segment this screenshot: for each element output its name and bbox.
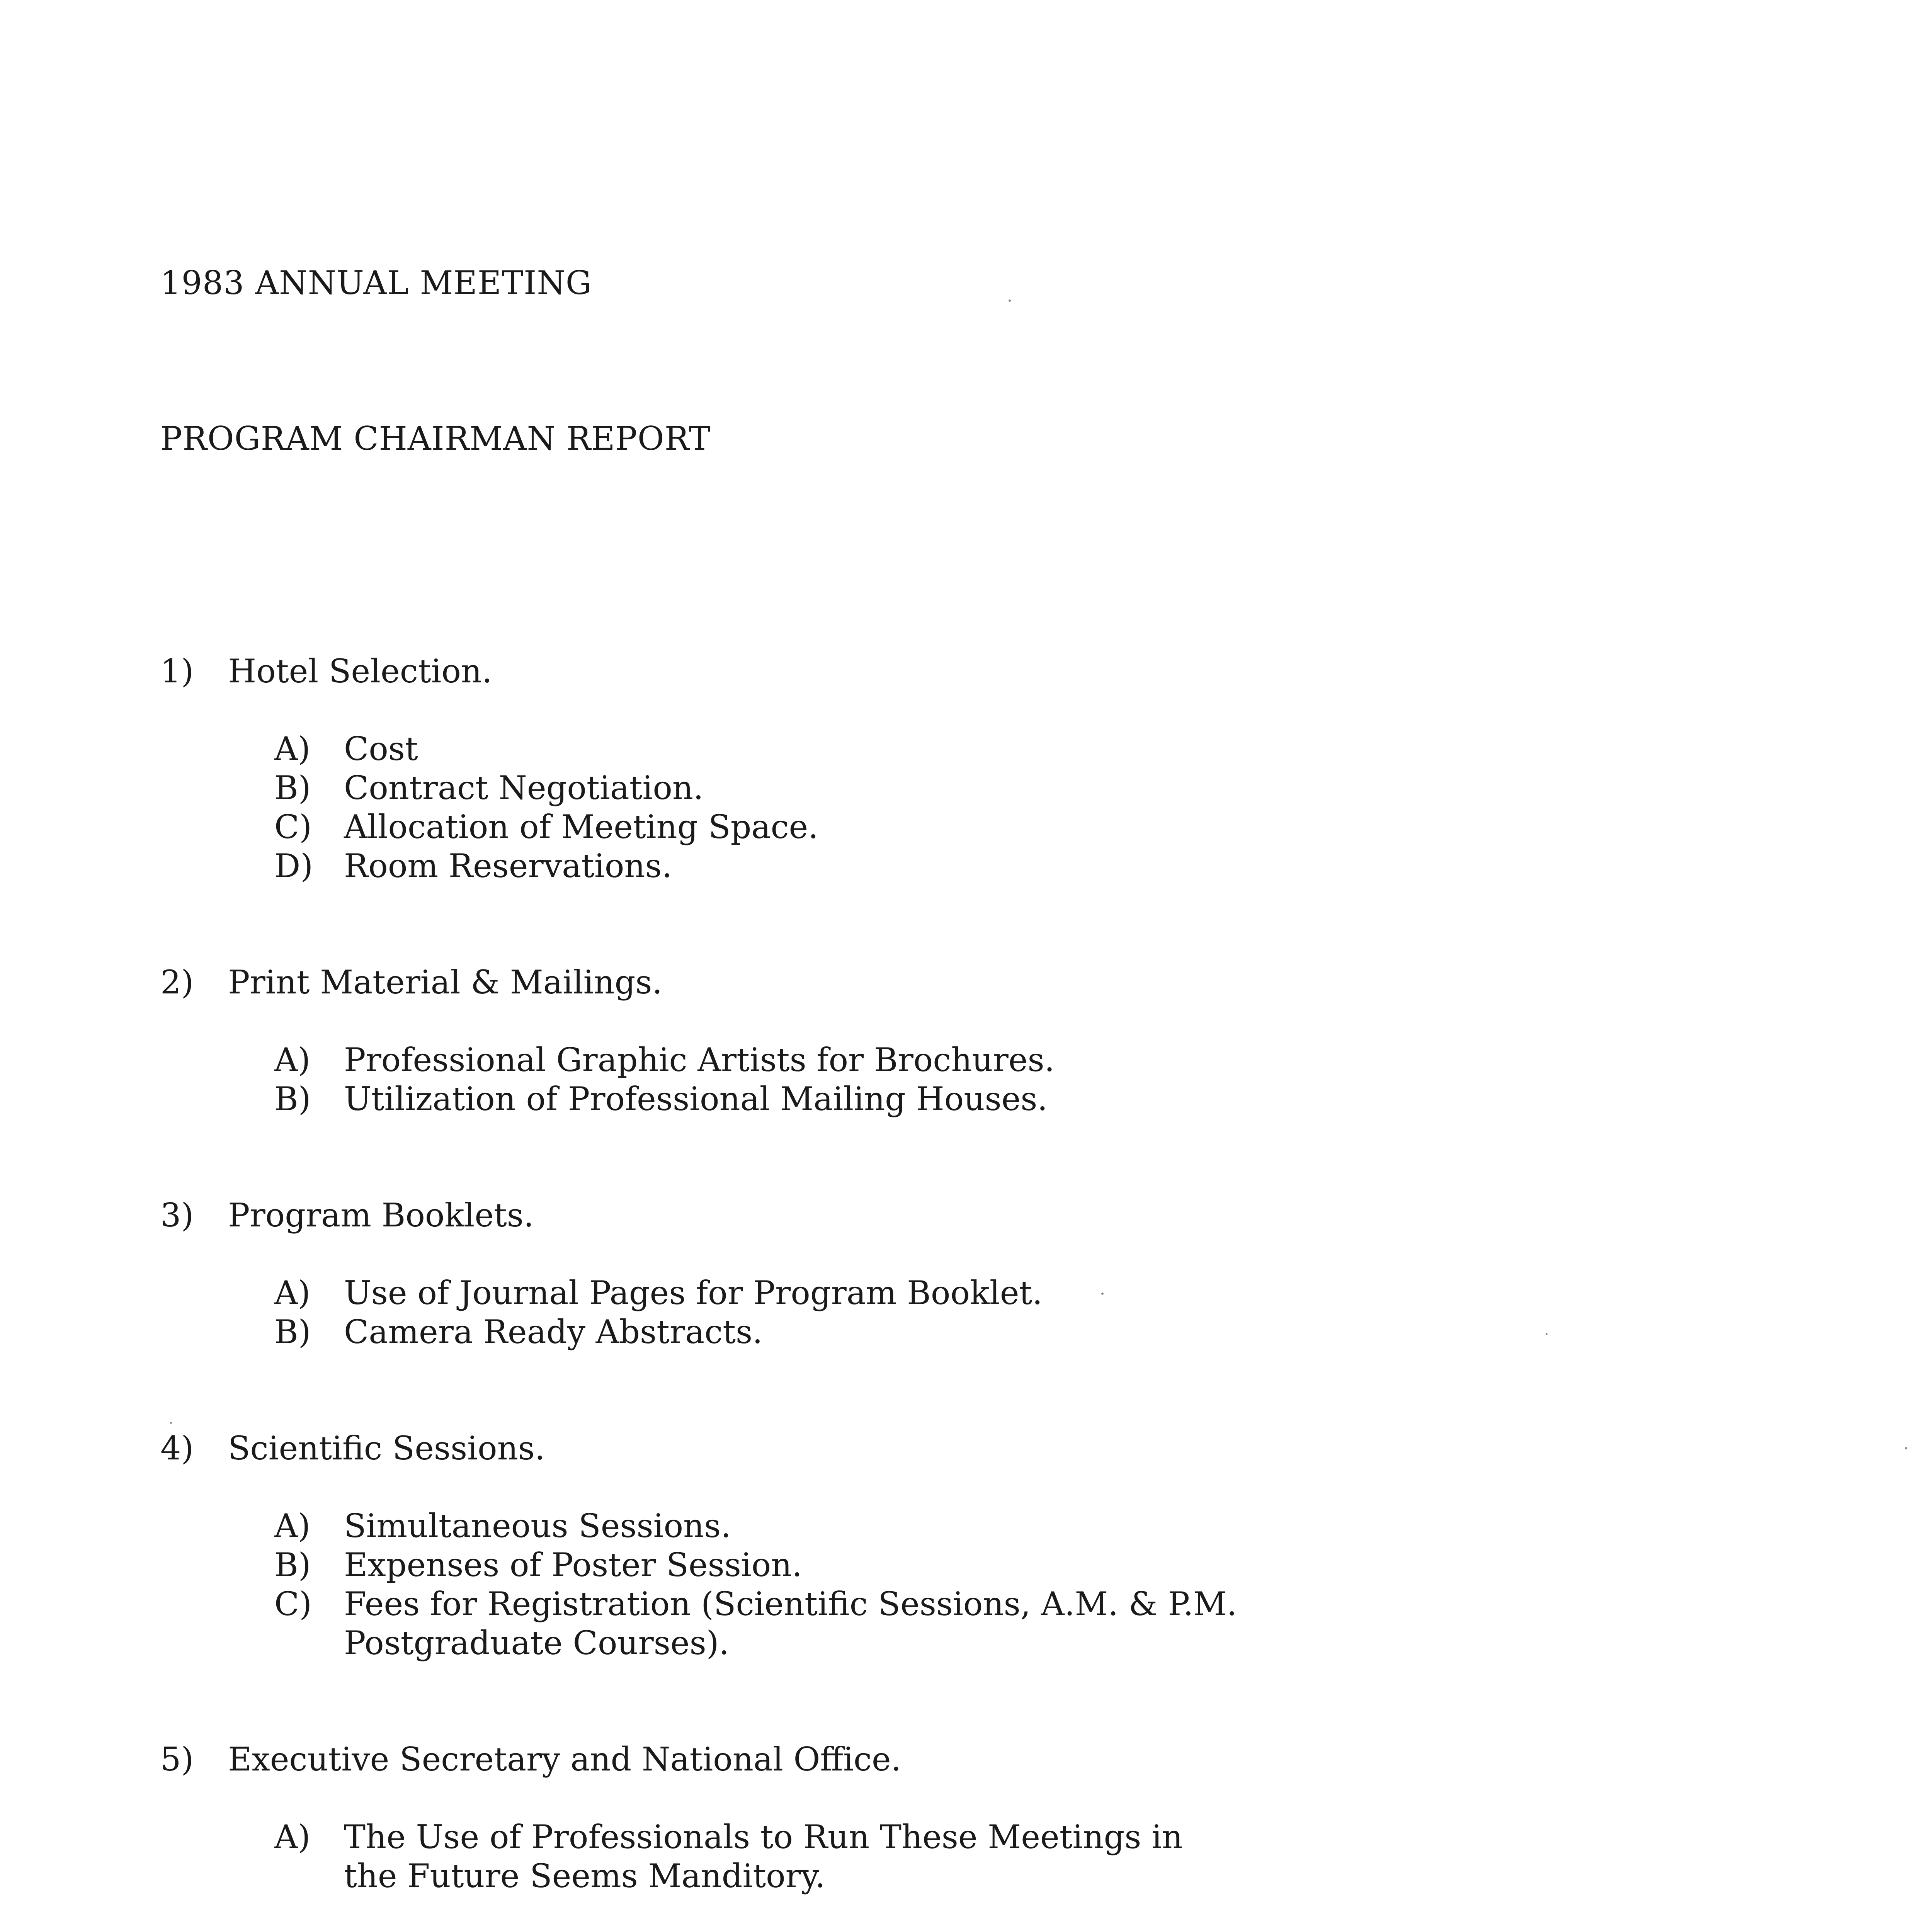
item-text: Simultaneous Sessions.: [344, 1507, 731, 1545]
item-text: Utilization of Professional Mailing Houses.: [344, 1080, 1048, 1118]
list-item: [274, 1818, 1822, 1896]
section-4: [160, 1429, 1822, 1663]
section-items: [160, 1041, 1822, 1119]
item-text: Fees for Registration (Scientific Sessions, A.M. & P.M. Postgraduate Courses).: [344, 1585, 1237, 1662]
section-title: Scientific Sessions.: [228, 1429, 545, 1467]
list-item: [274, 769, 1822, 808]
section-title: Program Booklets.: [228, 1196, 534, 1234]
item-text: Expenses of Poster Session.: [344, 1546, 803, 1584]
item-letter: C): [274, 1585, 312, 1623]
list-item: [274, 730, 1822, 769]
scan-speck: [1905, 1447, 1907, 1449]
section-heading: [160, 652, 1822, 691]
section-items: [160, 730, 1822, 886]
report-body: [160, 185, 1822, 1932]
item-letter: A): [274, 1818, 311, 1856]
item-letter: B): [274, 1313, 311, 1351]
item-letter: A): [274, 1274, 311, 1312]
section-3: [160, 1196, 1822, 1352]
section-number: 3): [160, 1196, 194, 1234]
item-letter: B): [274, 1080, 311, 1118]
list-item: [274, 1313, 1822, 1352]
scan-speck: [1009, 299, 1011, 302]
section-heading: [160, 1429, 1822, 1468]
section-number: 2): [160, 963, 194, 1001]
item-text: Camera Ready Abstracts.: [344, 1313, 763, 1351]
section-2: [160, 963, 1822, 1119]
list-item: [274, 808, 1822, 847]
item-letter: A): [274, 1041, 311, 1079]
section-items: [160, 1507, 1822, 1663]
list-item: [274, 1274, 1822, 1313]
item-text: Use of Journal Pages for Program Booklet.: [344, 1274, 1043, 1312]
section-title: Print Material & Mailings.: [228, 963, 663, 1001]
section-items: [160, 1818, 1822, 1896]
section-number: 4): [160, 1429, 194, 1467]
list-item: [274, 1507, 1822, 1546]
list-item: [274, 847, 1822, 886]
scan-speck: [170, 1422, 172, 1424]
meeting-title: 1983 ANNUAL MEETING: [160, 264, 592, 302]
section-heading: [160, 963, 1822, 1002]
item-text: Room Reservations.: [344, 847, 672, 885]
section-heading: [160, 1740, 1822, 1779]
item-letter: C): [274, 808, 312, 846]
item-letter: A): [274, 730, 311, 768]
item-text: Allocation of Meeting Space.: [344, 808, 818, 846]
item-letter: B): [274, 1546, 311, 1584]
section-1: [160, 652, 1822, 886]
item-text: The Use of Professionals to Run These Meetings in the Future Seems Manditory.: [344, 1818, 1183, 1895]
report-title: PROGRAM CHAIRMAN REPORT: [160, 420, 711, 457]
scan-speck: [1101, 1293, 1104, 1295]
item-text: Contract Negotiation.: [344, 769, 704, 807]
scan-speck: [1546, 1333, 1548, 1335]
section-number: 5): [160, 1740, 194, 1778]
list-item: [274, 1585, 1822, 1663]
item-letter: B): [274, 769, 311, 807]
section-title: Executive Secretary and National Office.: [228, 1740, 902, 1778]
section-items: [160, 1274, 1822, 1352]
section-heading: [160, 1196, 1822, 1235]
item-letter: A): [274, 1507, 311, 1545]
item-text: Cost: [344, 730, 418, 768]
item-letter: D): [274, 847, 313, 885]
list-item: [274, 1546, 1822, 1585]
list-item: [274, 1041, 1822, 1080]
section-title: Hotel Selection.: [228, 652, 492, 690]
report-sections: [160, 652, 1822, 1896]
section-5: [160, 1740, 1822, 1896]
section-number: 1): [160, 652, 194, 690]
item-text: Professional Graphic Artists for Brochures.: [344, 1041, 1055, 1079]
list-item: [274, 1080, 1822, 1119]
